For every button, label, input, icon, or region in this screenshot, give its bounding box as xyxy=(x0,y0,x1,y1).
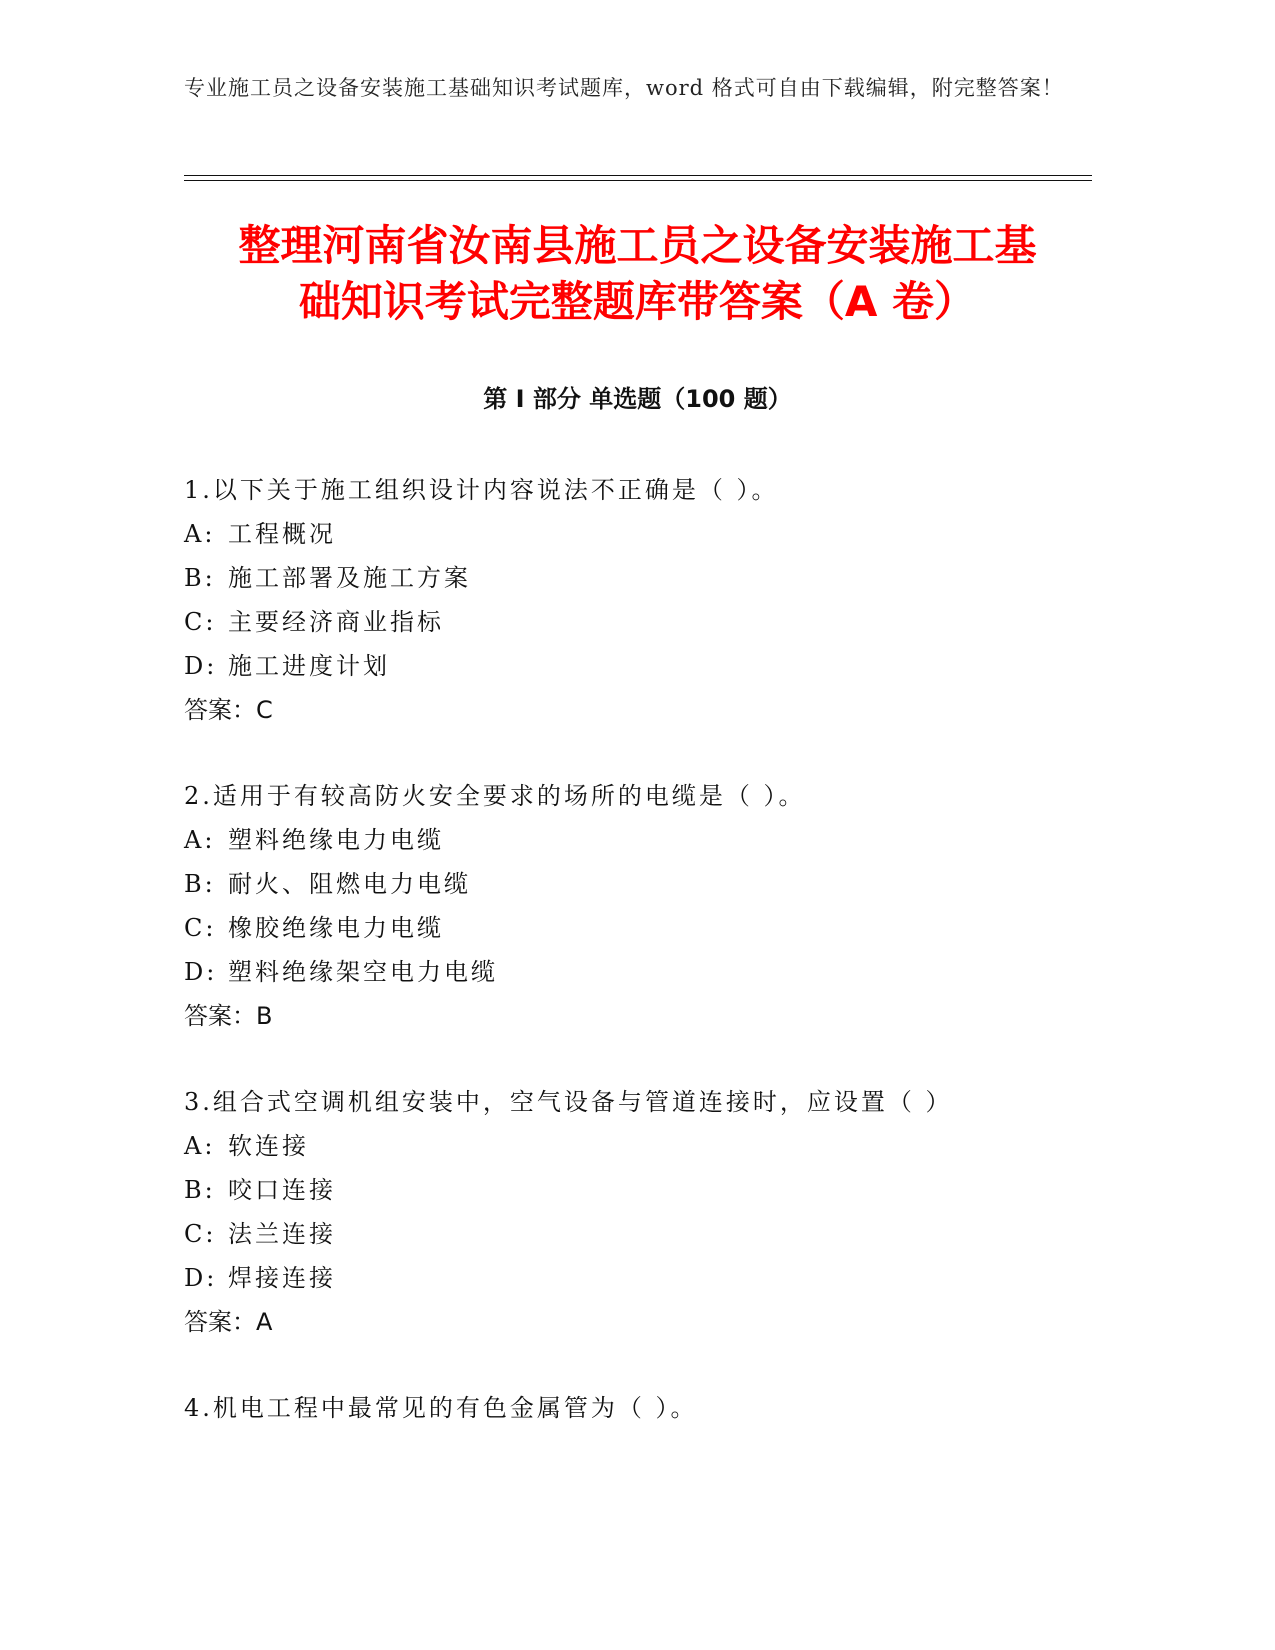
option-key: C: xyxy=(184,914,217,942)
question-option-c xyxy=(184,1212,1084,1256)
question-option-d xyxy=(184,644,1084,688)
question-option-d xyxy=(184,950,1084,994)
question-option-a xyxy=(184,818,1084,862)
option-key: B: xyxy=(184,564,216,592)
option-text: 软连接 xyxy=(228,1132,309,1160)
option-key: D: xyxy=(184,652,218,680)
question-stem: 1.以下关于施工组织设计内容说法不正确是（ ）。 xyxy=(184,476,779,504)
header-divider-top xyxy=(184,175,1092,176)
document-title-line-2: 础知识考试完整题库带答案（A 卷） xyxy=(298,277,977,326)
option-key: C: xyxy=(184,608,217,636)
option-key: D: xyxy=(184,958,218,986)
question-option-a xyxy=(184,1124,1084,1168)
question-option-c xyxy=(184,906,1084,950)
question-option-a xyxy=(184,512,1084,556)
option-text: 橡胶绝缘电力电缆 xyxy=(228,914,444,942)
option-text: 塑料绝缘架空电力电缆 xyxy=(228,958,498,986)
question-3 xyxy=(184,1080,1084,1344)
question-1 xyxy=(184,468,1084,732)
question-option-d xyxy=(184,1256,1084,1300)
question-option-b xyxy=(184,556,1084,600)
option-key: D: xyxy=(184,1264,218,1292)
question-4 xyxy=(184,1386,1084,1430)
question-option-c xyxy=(184,600,1084,644)
option-key: B: xyxy=(184,870,216,898)
question-stem: 3.组合式空调机组安装中，空气设备与管道连接时，应设置（ ） xyxy=(184,1088,953,1116)
option-key: C: xyxy=(184,1220,217,1248)
option-key: A: xyxy=(184,1132,216,1160)
header-note: 专业施工员之设备安装施工基础知识考试题库，word 格式可自由下载编辑，附完整答案！ xyxy=(184,76,1064,100)
question-option-b xyxy=(184,1168,1084,1212)
header-divider-bottom xyxy=(184,180,1092,181)
question-list xyxy=(184,468,1084,1472)
option-key: A: xyxy=(184,520,216,548)
document-title xyxy=(140,218,1135,330)
option-text: 塑料绝缘电力电缆 xyxy=(228,826,444,854)
question-stem: 2.适用于有较高防火安全要求的场所的电缆是（ ）。 xyxy=(184,782,806,810)
section-heading: 第 I 部分 单选题（100 题） xyxy=(483,385,792,413)
document-title-line-1: 整理河南省汝南县施工员之设备安装施工基 xyxy=(238,221,1037,270)
option-key: B: xyxy=(184,1176,216,1204)
option-text: 焊接连接 xyxy=(228,1264,336,1292)
question-answer: 答案：B xyxy=(184,1002,273,1030)
question-answer: 答案：C xyxy=(184,696,273,724)
option-text: 法兰连接 xyxy=(228,1220,336,1248)
option-text: 咬口连接 xyxy=(228,1176,336,1204)
option-key: A: xyxy=(184,826,216,854)
option-text: 主要经济商业指标 xyxy=(228,608,444,636)
question-option-b xyxy=(184,862,1084,906)
option-text: 工程概况 xyxy=(228,520,336,548)
question-2 xyxy=(184,774,1084,1038)
option-text: 施工进度计划 xyxy=(228,652,390,680)
question-answer: 答案：A xyxy=(184,1308,273,1336)
option-text: 施工部署及施工方案 xyxy=(228,564,471,592)
option-text: 耐火、阻燃电力电缆 xyxy=(228,870,471,898)
question-stem: 4.机电工程中最常见的有色金属管为（ ）。 xyxy=(184,1394,698,1422)
